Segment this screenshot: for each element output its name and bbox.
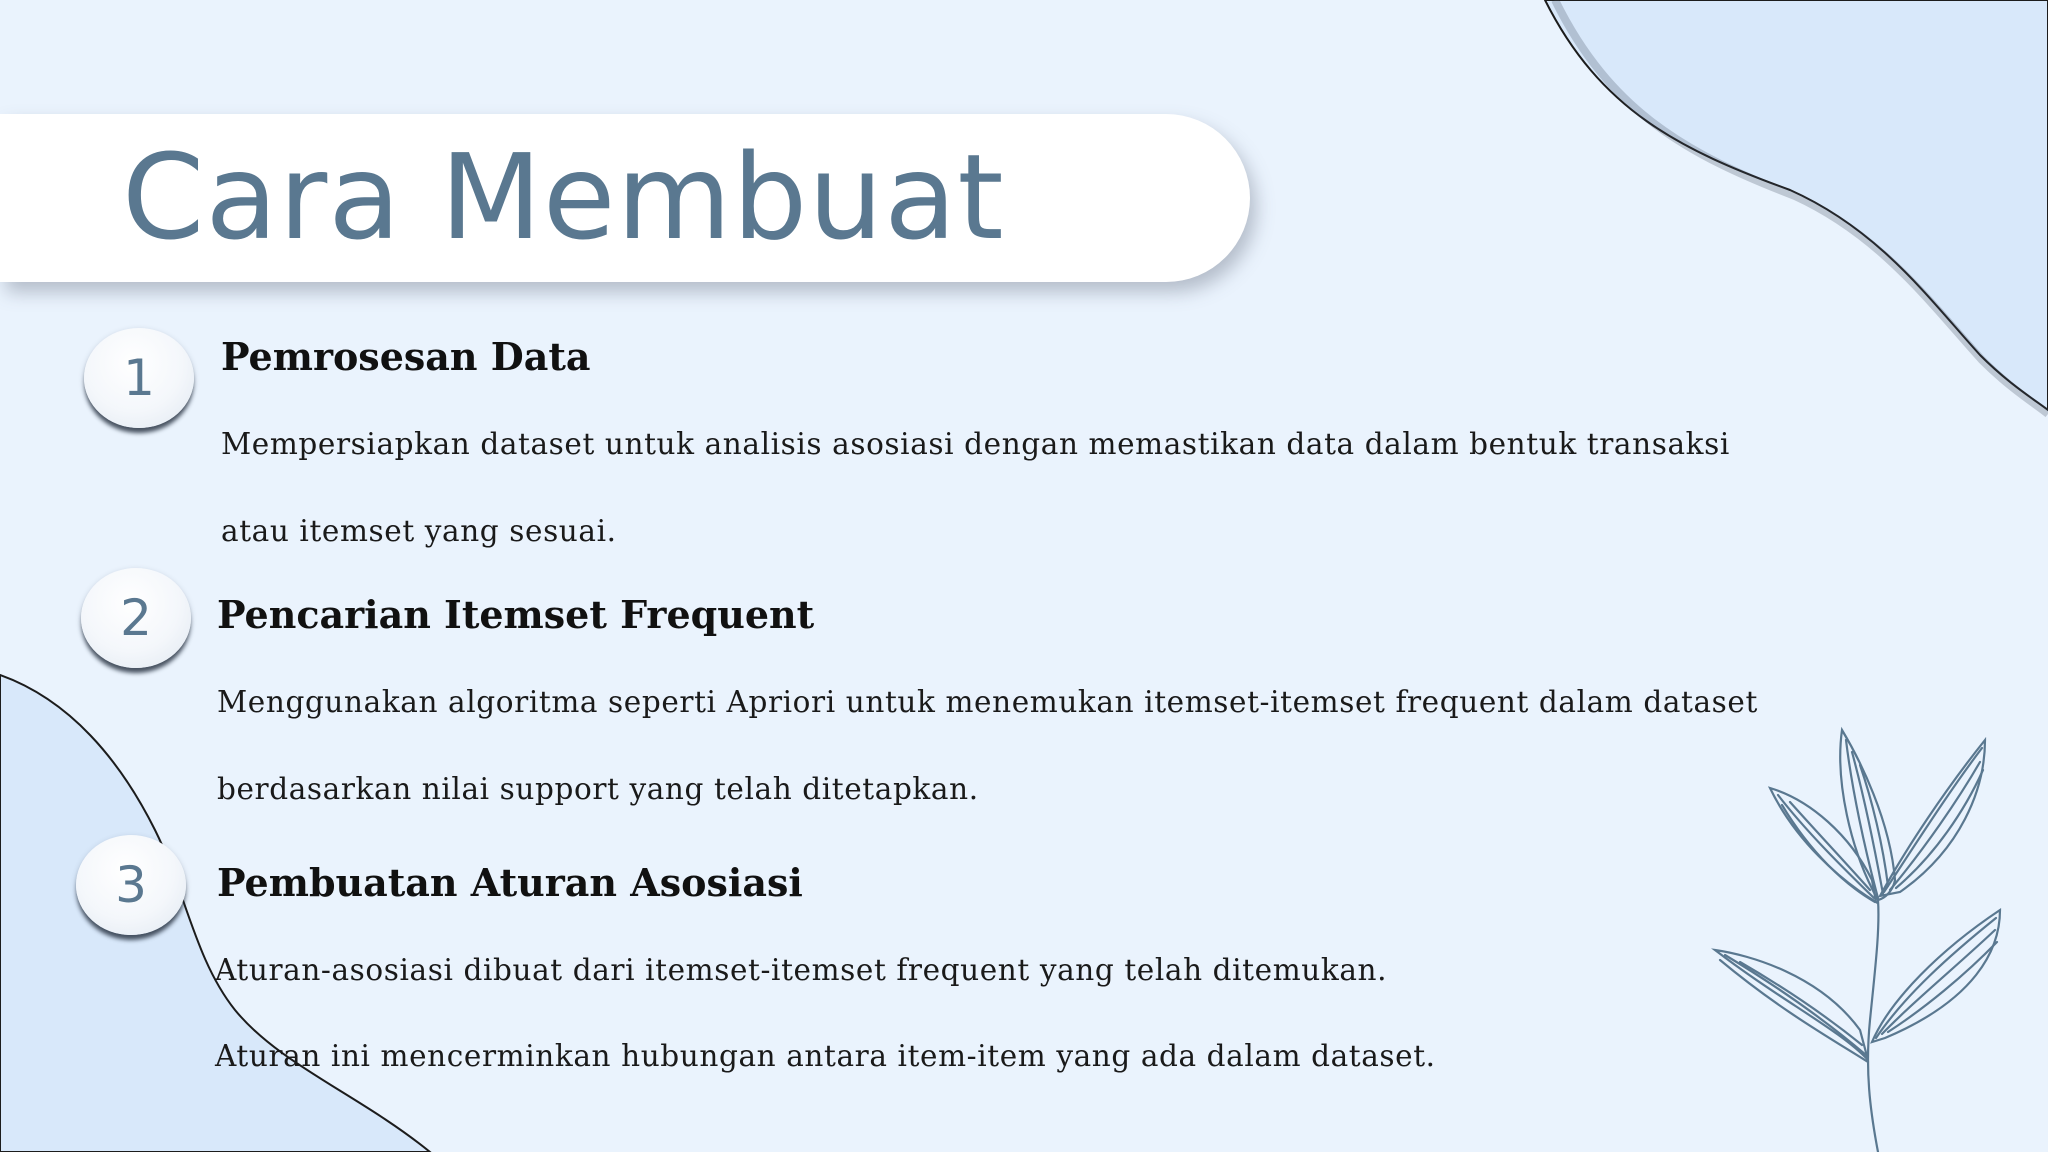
step-text-2-line-1: Menggunakan algoritma seperti Apriori untuk menemukan itemset-itemset frequent dalam dataset — [217, 685, 1758, 719]
leaf-branch-illustration-icon — [1700, 670, 2040, 1152]
step-text-1-line-2: atau itemset yang sesuai. — [221, 514, 617, 548]
slide-title: Cara Membuat — [122, 128, 1005, 266]
step-heading-1: Pemrosesan Data — [221, 334, 591, 379]
step-heading-3: Pembuatan Aturan Asosiasi — [217, 860, 803, 905]
step-heading-2: Pencarian Itemset Frequent — [217, 592, 815, 637]
step-number-badge-1: 1 — [84, 328, 194, 428]
step-text-3-line-2: Aturan ini mencerminkan hubungan antara item-item yang ada dalam dataset. — [215, 1039, 1436, 1073]
step-text-2-line-2: berdasarkan nilai support yang telah ditetapkan. — [217, 772, 979, 806]
step-text-3-line-1: Aturan-asosiasi dibuat dari itemset-itemset frequent yang telah ditemukan. — [215, 953, 1388, 987]
bottom-left-wave-shape — [0, 675, 430, 1152]
step-number-badge-3: 3 — [76, 835, 186, 935]
step-number-badge-2: 2 — [81, 568, 191, 668]
step-text-1-line-1: Mempersiapkan dataset untuk analisis asosiasi dengan memastikan data dalam bentuk transaksi — [221, 427, 1730, 461]
